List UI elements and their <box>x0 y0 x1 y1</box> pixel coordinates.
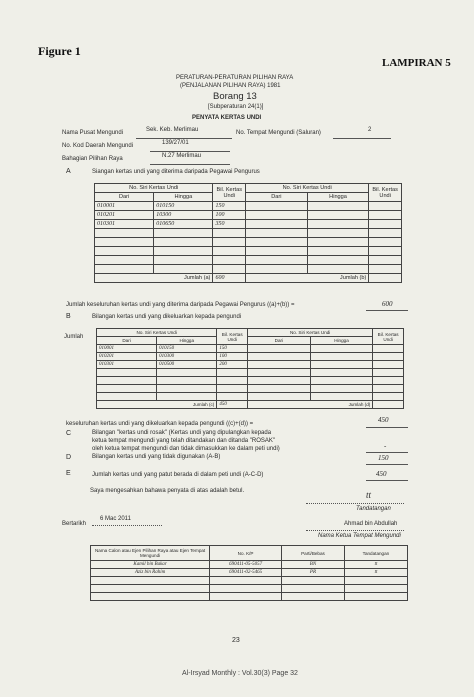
table-row: Kamil bin Bakar 690411-05-5057 BN tt <box>91 561 408 569</box>
statement-title: PENYATA KERTAS UNDI <box>192 115 262 121</box>
section-e-text: Jumlah kertas undi yang patut berada di dalam peti undi (A-C-D) <box>92 472 264 478</box>
col-bil: Bil. Kertas Undi <box>213 184 246 202</box>
polling-centre-label: Nama Pusat Mengundi <box>62 130 124 136</box>
date-label: Bertarikh <box>62 521 87 527</box>
section-a-total-label: Jumlah keseluruhan kertas undi yang diterima daripada Pegawai Pengurus ((a)+(b)) = <box>66 302 295 308</box>
regulation-subtitle: (PENJALANAN PILIHAN RAYA) 1981 <box>180 83 281 89</box>
agents-col-signature: Tandatangan <box>344 546 407 561</box>
table-row: 010301 010500 200 <box>97 361 404 369</box>
section-c-letter: C <box>66 430 72 437</box>
col-no-siri-2: No. Siri Kertas Undi <box>246 184 369 193</box>
section-e-letter: E <box>66 470 71 477</box>
section-d-text: Bilangan kertas undi yang tidak digunakan (A-B) <box>92 454 221 460</box>
table-row: 010001 010150 150 <box>95 202 402 211</box>
table-row: Aziz bin Rahim 690411-02-5465 PR tt <box>91 569 408 577</box>
table-row: 010201 010300 100 <box>97 353 404 361</box>
col-dari-2: Dari <box>246 193 308 202</box>
section-b-text: Bilangan kertas undi yang dikeluarkan kepada pengundi <box>92 314 242 320</box>
footer-citation: Al-Irsyad Monthly : Vol.30(3) Page 32 <box>182 670 298 677</box>
section-c-line3: oleh ketua tempat mengundi dan tidak dimasukkan ke dalam peti undi) <box>92 446 280 452</box>
table-row: 010301 010650 350 <box>95 220 402 229</box>
jumlah-a-label: Jumlah (a) <box>95 274 213 283</box>
chief-name: Ahmad bin Abdullah <box>344 521 398 527</box>
district-code-label: No. Kod Daerah Mengundi <box>62 143 134 149</box>
section-a-text: Siangan kertas undi yang diterima daripada Pegawai Pengurus <box>92 169 260 175</box>
constituency-value: N.27 Merlimau <box>162 153 202 159</box>
jumlah-b-label: Jumlah (b) <box>246 274 369 283</box>
section-b-total-value: 450 <box>378 416 389 424</box>
constituency-label: Bahagian Pilihan Raya <box>62 156 123 162</box>
jumlah-a-value: 600 <box>213 274 246 283</box>
col-hingga: Hingga <box>154 193 213 202</box>
signature-caption: Tandatangan <box>356 506 391 512</box>
agents-col-party: Parti/Bebas <box>282 546 345 561</box>
table-row: 010001 010150 150 <box>97 345 404 353</box>
form-number: Borang 13 <box>213 91 257 102</box>
agents-col-ic: No. K/P <box>210 546 282 561</box>
col-hingga-2: Hingga <box>307 193 369 202</box>
section-e-value: 450 <box>376 470 387 478</box>
regulation-title: PERATURAN-PERATURAN PILIHAN RAYA <box>176 75 294 81</box>
declaration-text: Saya mengesahkan bahawa penyata di atas adalah betul. <box>90 488 245 494</box>
section-a-total-value: 600 <box>382 300 393 308</box>
jumlah-d-label: Jumlah (d) <box>248 401 373 409</box>
section-b-letter: B <box>66 313 71 320</box>
section-a-table <box>94 183 402 283</box>
date-value: 6 Mac 2011 <box>100 516 131 522</box>
figure-label: Figure 1 <box>38 44 81 58</box>
section-a-letter: A <box>66 168 71 175</box>
section-c-line1: Bilangan "kertas undi rosak" (Kertas undi yang dipulangkan kepada <box>92 430 272 436</box>
table-row: 010201 10300 100 <box>95 211 402 220</box>
chief-role-caption: Nama Ketua Tempat Mengundi <box>318 533 401 539</box>
col-no-siri: No. Siri Kertas Undi <box>95 184 213 193</box>
polling-station-value: 2 <box>368 127 372 133</box>
signature-mark: tt <box>366 490 372 500</box>
section-d-value: 150 <box>378 454 389 462</box>
lampiran-label: LAMPIRAN 5 <box>382 57 451 69</box>
agents-table <box>90 545 408 601</box>
section-b-table: No. Siri Kertas Undi Bil. Kertas Undi No. Siri Kertas Undi Bil. Kertas Undi Dari Hingga Dari Hingga 010001 010150 150 010201 010300 100 010301 010500 200 Jumlah (c) 450 Jumlah (d) <box>96 328 404 409</box>
polling-centre-value: Sek. Keb. Merlimau <box>146 127 199 133</box>
agents-col-name: Nama Calon atau Ejen Pilihan Raya atau Ejen Tempat Mengundi <box>91 546 210 561</box>
page-number: 23 <box>232 637 240 644</box>
polling-station-label: No. Tempat Mengundi (Saluran) <box>236 130 321 136</box>
col-bil-2: Bil. Kertas Undi <box>369 184 402 202</box>
section-b-total-label: keseluruhan kertas undi yang dikeluarkan kepada pengundi ((c)+(d)) = <box>66 421 254 427</box>
section-b-jumlah: Jumlah <box>64 334 84 340</box>
section-d-letter: D <box>66 454 72 461</box>
section-c-value: - <box>384 442 387 450</box>
subregulation: [Subperaturan 24(1)] <box>208 104 264 110</box>
jumlah-c-label: Jumlah (c) <box>97 401 217 409</box>
col-dari: Dari <box>95 193 154 202</box>
district-code-value: 139/27/01 <box>162 140 189 146</box>
jumlah-c-value: 450 <box>217 401 248 409</box>
section-c-line2: ketua tempat mengundi yang telah ditandakan dan ditanda "ROSAK" <box>92 438 276 444</box>
